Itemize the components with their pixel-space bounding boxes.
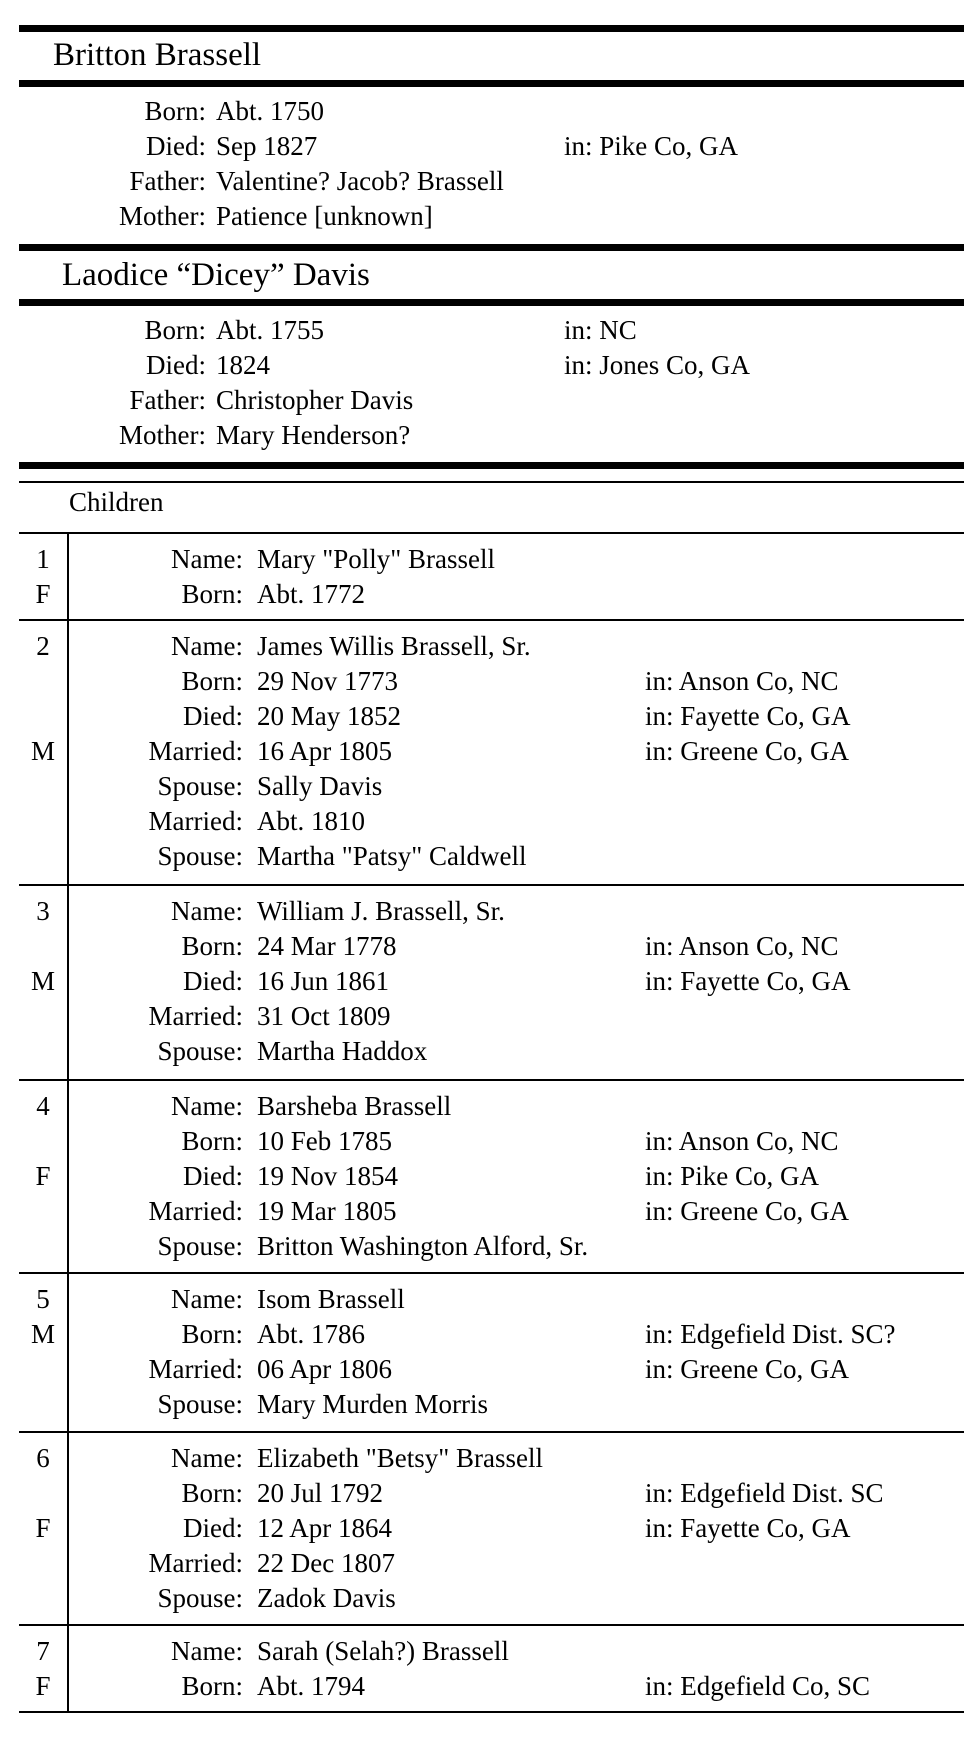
- fact-value: 16 Apr 1805: [257, 736, 392, 766]
- fact-value: Abt. 1772: [257, 579, 365, 609]
- fact-place: in: Pike Co, GA: [564, 131, 739, 161]
- child-sex: F: [35, 1513, 51, 1543]
- fact-place: in: Anson Co, NC: [645, 1126, 839, 1156]
- child-sex: F: [35, 1671, 51, 1701]
- wife-fact-line: [0, 418, 969, 453]
- child-fact-line: [19, 1634, 964, 1669]
- husband-top-rule: [19, 25, 964, 32]
- fact-label: Spouse:: [157, 771, 243, 801]
- wife-bottom-rule: [19, 299, 964, 306]
- fact-label: Born:: [144, 96, 206, 126]
- husband-fact-line: [0, 129, 969, 164]
- fact-value: Mary Murden Morris: [257, 1389, 488, 1419]
- child-fact-line: [19, 804, 964, 839]
- fact-value: 19 Mar 1805: [257, 1196, 397, 1226]
- fact-label: Died:: [183, 1513, 243, 1543]
- child-number: 5: [36, 1284, 50, 1314]
- fact-place: in: Jones Co, GA: [564, 350, 751, 380]
- child-sex: M: [30, 1319, 55, 1349]
- child-number: 7: [36, 1636, 50, 1666]
- child-row: [19, 886, 964, 1081]
- fact-place: in: Edgefield Co, SC: [645, 1671, 870, 1701]
- child-details: [19, 1441, 964, 1616]
- child-fact-line: [19, 1387, 964, 1422]
- husband-fact-line: [0, 199, 969, 234]
- child-fact-line: [19, 1089, 964, 1124]
- child-fact-line: [19, 839, 964, 874]
- fact-label: Married:: [148, 1354, 243, 1384]
- child-details: [19, 629, 964, 874]
- fact-label: Married:: [148, 1196, 243, 1226]
- fact-place: in: Greene Co, GA: [645, 1196, 849, 1226]
- child-fact-line: [19, 664, 964, 699]
- fact-place: in: Anson Co, NC: [645, 666, 839, 696]
- children-header-rule: [19, 481, 964, 483]
- fact-value: Mary "Polly" Brassell: [257, 544, 496, 574]
- wife-fact-line: [0, 383, 969, 418]
- fact-value: Sally Davis: [257, 771, 383, 801]
- fact-label: Died:: [183, 701, 243, 731]
- child-fact-line: [19, 1317, 964, 1352]
- wife-fact-line: [0, 348, 969, 383]
- fact-value: Abt. 1794: [257, 1671, 365, 1701]
- child-sex: M: [30, 736, 55, 766]
- wife-top-rule: [19, 244, 964, 251]
- fact-value: 31 Oct 1809: [257, 1001, 391, 1031]
- child-number: 4: [36, 1091, 50, 1121]
- fact-value: James Willis Brassell, Sr.: [257, 631, 531, 661]
- fact-label: Born:: [181, 1126, 243, 1156]
- child-fact-line: [19, 929, 964, 964]
- fact-value: Christopher Davis: [216, 385, 414, 415]
- child-fact-line: [19, 1229, 964, 1264]
- fact-label: Died:: [183, 1161, 243, 1191]
- fact-value: Patience [unknown]: [216, 201, 433, 231]
- child-fact-line: [19, 1124, 964, 1159]
- fact-label: Born:: [144, 315, 206, 345]
- fact-value: Martha "Patsy" Caldwell: [257, 841, 527, 871]
- husband-facts: [0, 94, 969, 234]
- child-fact-line: [19, 769, 964, 804]
- child-fact-line: [19, 894, 964, 929]
- fact-value: Martha Haddox: [257, 1036, 428, 1066]
- fact-value: Sep 1827: [216, 131, 318, 161]
- fact-value: 06 Apr 1806: [257, 1354, 392, 1384]
- fact-place: in: Anson Co, NC: [645, 931, 839, 961]
- fact-label: Spouse:: [157, 1389, 243, 1419]
- fact-value: Abt. 1786: [257, 1319, 365, 1349]
- child-row: [19, 532, 964, 621]
- fact-place: in: Fayette Co, GA: [645, 701, 851, 731]
- child-fact-line: [19, 1581, 964, 1616]
- fact-value: 24 Mar 1778: [257, 931, 397, 961]
- child-fact-line: [19, 734, 964, 769]
- fact-label: Father:: [129, 166, 206, 196]
- fact-label: Died:: [183, 966, 243, 996]
- child-fact-line: [19, 1476, 964, 1511]
- children-top-rule: [19, 462, 964, 469]
- fact-label: Married:: [148, 1001, 243, 1031]
- child-fact-line: [19, 1352, 964, 1387]
- fact-value: 29 Nov 1773: [257, 666, 398, 696]
- fact-label: Married:: [148, 1548, 243, 1578]
- fact-label: Born:: [181, 579, 243, 609]
- fact-place: in: Fayette Co, GA: [645, 966, 851, 996]
- fact-label: Married:: [148, 806, 243, 836]
- child-row: [19, 1433, 964, 1626]
- fact-value: 22 Dec 1807: [257, 1548, 395, 1578]
- fact-label: Born:: [181, 1478, 243, 1508]
- child-fact-line: [19, 577, 964, 612]
- fact-value: Abt. 1810: [257, 806, 365, 836]
- child-fact-line: [19, 999, 964, 1034]
- child-fact-line: [19, 1441, 964, 1476]
- fact-label: Mother:: [119, 420, 206, 450]
- husband-fact-line: [0, 164, 969, 199]
- fact-value: Isom Brassell: [257, 1284, 405, 1314]
- fact-value: 16 Jun 1861: [257, 966, 390, 996]
- child-row: [19, 1274, 964, 1433]
- fact-value: William J. Brassell, Sr.: [257, 896, 505, 926]
- child-details: [19, 894, 964, 1069]
- child-row: [19, 621, 964, 886]
- wife-fact-line: [0, 313, 969, 348]
- fact-value: 1824: [216, 350, 270, 380]
- fact-value: Elizabeth "Betsy" Brassell: [257, 1443, 543, 1473]
- fact-value: Valentine? Jacob? Brassell: [216, 166, 504, 196]
- fact-label: Spouse:: [157, 841, 243, 871]
- fact-place: in: Fayette Co, GA: [645, 1513, 851, 1543]
- fact-label: Name:: [171, 1284, 243, 1314]
- husband-bottom-rule: [19, 80, 964, 87]
- fact-label: Name:: [171, 544, 243, 574]
- child-fact-line: [19, 1034, 964, 1069]
- fact-place: in: Pike Co, GA: [645, 1161, 820, 1191]
- fact-label: Father:: [129, 385, 206, 415]
- child-fact-line: [19, 1546, 964, 1581]
- child-row: [19, 1081, 964, 1274]
- child-fact-line: [19, 1669, 964, 1704]
- child-details: [19, 1282, 964, 1422]
- child-number: 6: [36, 1443, 50, 1473]
- child-sex: F: [35, 1161, 51, 1191]
- fact-value: 12 Apr 1864: [257, 1513, 392, 1543]
- fact-label: Name:: [171, 1091, 243, 1121]
- fact-value: Zadok Davis: [257, 1583, 396, 1613]
- child-number: 3: [36, 896, 50, 926]
- child-row: [19, 1626, 964, 1713]
- fact-place: in: Edgefield Dist. SC: [645, 1478, 884, 1508]
- wife-facts: [0, 313, 969, 453]
- child-number: 1: [36, 544, 50, 574]
- fact-value: 10 Feb 1785: [257, 1126, 392, 1156]
- fact-label: Name:: [171, 1636, 243, 1666]
- child-sex: F: [35, 579, 51, 609]
- fact-place: in: Edgefield Dist. SC?: [645, 1319, 896, 1349]
- child-number: 2: [36, 631, 50, 661]
- child-fact-line: [19, 542, 964, 577]
- fact-label: Married:: [148, 736, 243, 766]
- fact-label: Name:: [171, 631, 243, 661]
- fact-value: Barsheba Brassell: [257, 1091, 452, 1121]
- child-fact-line: [19, 1159, 964, 1194]
- husband-fact-line: [0, 94, 969, 129]
- child-fact-line: [19, 1282, 964, 1317]
- fact-place: in: NC: [564, 315, 637, 345]
- fact-label: Died:: [146, 131, 206, 161]
- child-details: [19, 1634, 964, 1704]
- fact-value: 20 Jul 1792: [257, 1478, 384, 1508]
- wife-name: Laodice “Dicey” Davis: [62, 257, 370, 293]
- husband-name: Britton Brassell: [53, 37, 262, 73]
- child-sex: M: [30, 966, 55, 996]
- child-fact-line: [19, 964, 964, 999]
- fact-label: Spouse:: [157, 1231, 243, 1261]
- fact-label: Born:: [181, 1671, 243, 1701]
- fact-label: Born:: [181, 1319, 243, 1349]
- fact-place: in: Greene Co, GA: [645, 1354, 849, 1384]
- fact-label: Name:: [171, 1443, 243, 1473]
- fact-label: Name:: [171, 896, 243, 926]
- children-title: Children: [69, 487, 164, 517]
- fact-label: Born:: [181, 666, 243, 696]
- child-details: [19, 542, 964, 612]
- fact-value: Britton Washington Alford, Sr.: [257, 1231, 589, 1261]
- child-fact-line: [19, 699, 964, 734]
- fact-label: Spouse:: [157, 1036, 243, 1066]
- fact-label: Died:: [146, 350, 206, 380]
- child-fact-line: [19, 629, 964, 664]
- fact-value: Abt. 1750: [216, 96, 324, 126]
- fact-value: Sarah (Selah?) Brassell: [257, 1636, 509, 1666]
- fact-label: Born:: [181, 931, 243, 961]
- child-fact-line: [19, 1511, 964, 1546]
- fact-label: Mother:: [119, 201, 206, 231]
- child-fact-line: [19, 1194, 964, 1229]
- fact-value: 20 May 1852: [257, 701, 401, 731]
- fact-value: Abt. 1755: [216, 315, 324, 345]
- fact-place: in: Greene Co, GA: [645, 736, 849, 766]
- fact-value: 19 Nov 1854: [257, 1161, 398, 1191]
- fact-value: Mary Henderson?: [216, 420, 411, 450]
- fact-label: Spouse:: [157, 1583, 243, 1613]
- child-details: [19, 1089, 964, 1264]
